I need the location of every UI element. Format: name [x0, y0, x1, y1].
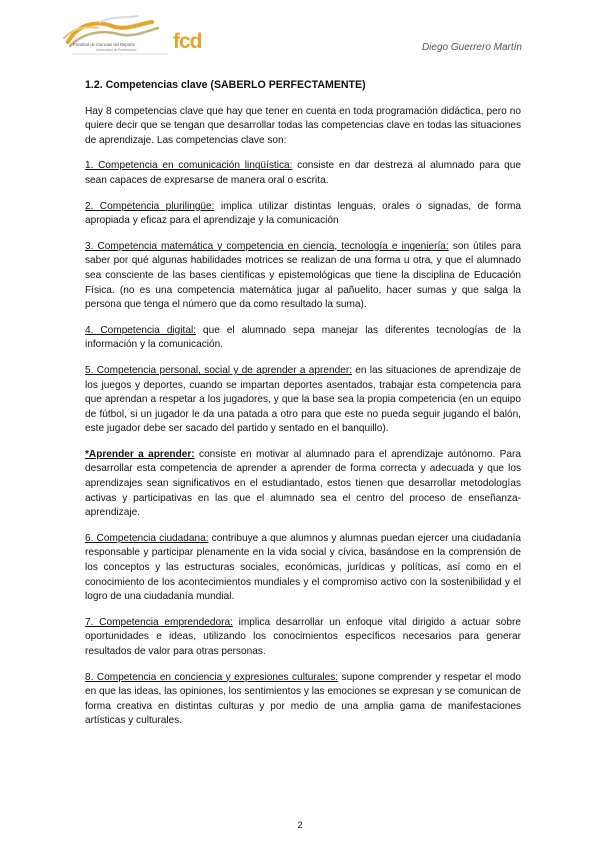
competence-text: supone comprender y respetar el modo en que las ideas, las opiniones, los sentimientos y las emociones se expresan y se comunican de forma creativa en distintas culturas y por medio de una amplia gama de manifestaciones artísticas y culturales. — [85, 671, 521, 727]
competence-label: 7. Competencia emprendedora: — [85, 616, 233, 628]
competence-text: consiste en motivar al alumnado para el aprendizaje autónomo. Para desarrollar esta competencia de aprender a aprender de forma correcta y adecuada y que los aprendizajes sean significativos en el estudiantado, estos tienen que desarrollar metodologías activas y participativas en las que el alumnado sea el centro del proceso de enseñanza-aprendizaje. — [85, 448, 521, 519]
logo-name: Facultad de Ciencias del Deporte — [73, 42, 135, 47]
author-name: Diego Guerrero Martín — [421, 42, 522, 53]
competence-item — [85, 364, 521, 437]
competence-label: 8. Competencia en conciencia y expresiones culturales: — [85, 671, 339, 683]
competence-text: contribuye a que alumnos y alumnas puedan ejercer una ciudadanía responsable y participar plenamente en la vida social y cívica, basándose en la comprensión de los conceptos y las estructuras sociales, económicas, jurídicas y políticas, así como en el conocimiento de los acontecimientos mundiales y el compromiso activo con la sostenibilidad y el logro de una ciudadanía mundial. — [85, 532, 522, 603]
logo-acronym: fcd — [173, 30, 202, 53]
competence-item — [85, 532, 521, 605]
competence-text: implica utilizar distintas lenguas, orales o signadas, de forma apropiada y eficaz para el aprendizaje y la comunicación — [85, 200, 521, 227]
competence-label: 3. Competencia matemática y competencia en ciencia, tecnología e ingeniería: — [85, 240, 449, 252]
intro-paragraph: Hay 8 competencias clave que hay que tener en cuenta en toda programación didáctica, pero no quiere decir que se tengan que desarrollar todas las competencias clave en todas las situaciones de aprendizaje. Las competencias clave son: — [85, 105, 521, 146]
competence-text: consiste en dar destreza al alumnado para que sean capaces de expresarse de manera oral o escrita. — [85, 160, 521, 186]
competence-text: son útiles para saber por qué algunas habilidades motrices se realizan de una forma u otra, y que el alumnado sea consciente de las bases científicas y epistemológicas que tiene la disciplina de Educación Física. (no es una competencia matemática jugar al pañuelito, hacer sumas y que salga la persona que tenga el número que da como resultado la suma). — [85, 240, 521, 311]
competence-label: 6. Competencia ciudadana: — [85, 532, 209, 544]
competence-item — [85, 240, 521, 313]
competence-label: 5. Competencia personal, social y de aprender a aprender: — [85, 364, 352, 376]
competence-item — [85, 200, 521, 229]
competence-text: implica desarrollar un enfoque vital dirigido a actuar sobre oportunidades e ideas, utilizando los conocimientos específicos necesarios para generar resultados de valor para otras personas. — [85, 616, 521, 657]
competence-item — [85, 159, 521, 188]
competence-text: en las situaciones de aprendizaje de los juegos y deportes, cuando se impartan deportes asentados, trabajar esta competencia para que aprendan a respetar a los jugadores, y que la base sea la propia competencia (en un equipo de fútbol, si un jugador le da una patada a otro para que este no pueda seguir jugando el balón, este jugador debe ser sacado del partido y sentado en el banquillo). — [85, 364, 521, 435]
document-body — [85, 78, 521, 740]
logo-subtitle: Universidad de Extremadura — [96, 48, 137, 52]
section-title: 1.2. Competencias clave (SABERLO PERFECTAMENTE) — [85, 79, 366, 91]
page-header — [0, 0, 600, 80]
competence-item — [85, 671, 521, 729]
page-number: 2 — [297, 820, 303, 830]
competence-item — [85, 324, 521, 353]
competence-item — [85, 448, 521, 521]
competence-label: 1. Competencia en comunicación lingüística: — [85, 160, 293, 172]
competence-label: 4. Competencia digital: — [85, 324, 197, 336]
competence-label: *Aprender a aprender: — [85, 448, 195, 460]
competence-text: que el alumnado sepa manejar las diferentes tecnologías de la información y la comunicación. — [85, 324, 521, 351]
competence-label: 2. Competencia plurilingüe: — [85, 200, 215, 212]
competence-item — [85, 616, 521, 660]
